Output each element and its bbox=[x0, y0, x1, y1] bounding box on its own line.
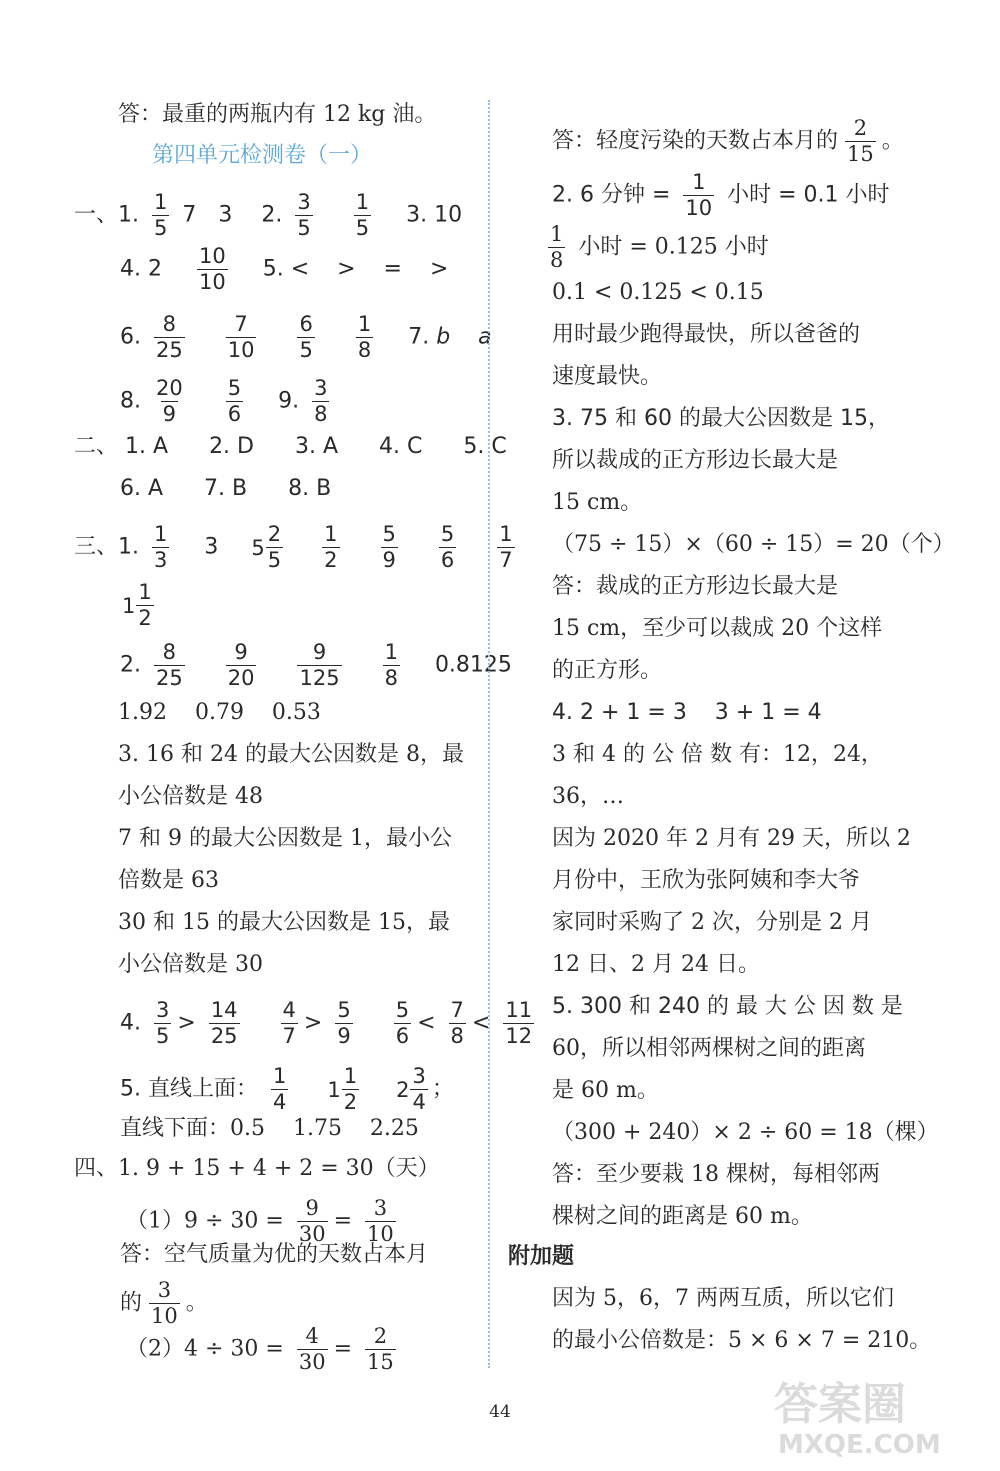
fraction: $\frac{1}{2}$ bbox=[324, 522, 338, 572]
q3-row2b: 1.92 0.79 0.53 bbox=[118, 700, 321, 725]
fraction: $\frac{11}{12}$ bbox=[505, 998, 533, 1048]
fraction: $\frac{1}{3}$ bbox=[154, 522, 168, 572]
q-label: 5. 直线上面： bbox=[120, 1076, 258, 1102]
q1-row4 bbox=[120, 378, 335, 425]
q3-3e: 30 和 15 的最大公因数是 15，最 bbox=[118, 910, 450, 935]
r13: 的正方形。 bbox=[552, 658, 663, 683]
fraction: $\frac{2}{15}$ bbox=[367, 1324, 394, 1374]
q-answer: 3. 10 bbox=[406, 202, 463, 228]
q3-3c: 7 和 9 的最大公因数是 1，最小公 bbox=[118, 826, 452, 851]
fraction: $\frac{5}{9}$ bbox=[337, 998, 351, 1048]
r16: 36，… bbox=[552, 784, 624, 809]
r28: 的最小公倍数是：5 × 6 × 7 = 210。 bbox=[552, 1328, 932, 1353]
r19: 家同时采购了 2 次，分别是 2 月 bbox=[552, 910, 872, 935]
q4-1a: （1）9 ÷ 30 = $\frac{9}{30}$ = $\frac{3}{10}$ bbox=[126, 1196, 394, 1246]
top-answer: 答：最重的两瓶内有 12 kg 油。 bbox=[118, 102, 437, 127]
column-divider bbox=[488, 100, 490, 1368]
svg-text:MXQE.COM: MXQE.COM bbox=[778, 1430, 941, 1460]
fraction: $\frac{1}{5}$ bbox=[154, 190, 168, 240]
q3-row5: 5. 直线上面： $\frac{1}{4}$ 1 $\frac{1}{2}$ 2 $\frac{3}{4}$ ； bbox=[120, 1064, 454, 1114]
q-label: 5. bbox=[262, 256, 284, 282]
mixed-number: 2 $\frac{3}{4}$ bbox=[396, 1064, 426, 1114]
fraction: $\frac{3}{5}$ bbox=[156, 998, 170, 1048]
watermark-logo-icon bbox=[764, 1363, 984, 1463]
r18: 月份中，王欣为张阿姨和李大爷 bbox=[552, 868, 861, 893]
q1-row1 bbox=[74, 192, 462, 239]
fraction: $\frac{1}{8}$ bbox=[384, 640, 398, 690]
fraction: $\frac{9}{20}$ bbox=[227, 640, 255, 690]
fraction: $\frac{8}{25}$ bbox=[156, 640, 183, 690]
r23: 是 60 m。 bbox=[552, 1078, 659, 1103]
fraction: $\frac{7}{8}$ bbox=[450, 998, 464, 1048]
q-label: 9. bbox=[278, 388, 300, 414]
value: 0.8125 bbox=[434, 652, 512, 678]
q-answer: 3. A bbox=[295, 434, 339, 459]
r6: 速度最快。 bbox=[552, 364, 663, 389]
q-answer: 4. 2 bbox=[120, 256, 162, 282]
q-answer: 4. C bbox=[379, 434, 423, 459]
fraction: $\frac{4}{7}$ bbox=[282, 998, 296, 1048]
q-label: 1. bbox=[118, 534, 140, 560]
fraction: $\frac{5}{6}$ bbox=[440, 522, 455, 572]
q-answer: 8. B bbox=[288, 476, 332, 501]
value: 3 bbox=[204, 534, 219, 560]
q4-ans1a: 答：空气质量为优的天数占本月 bbox=[120, 1242, 429, 1267]
q-label: 4. bbox=[120, 1010, 141, 1036]
r20: 12 日、2 月 24 日。 bbox=[552, 952, 760, 977]
fraction: $\frac{8}{25}$ bbox=[156, 312, 183, 362]
r3: $\frac{1}{8}$ 小时 = 0.125 小时 bbox=[550, 222, 769, 272]
q-answer: 7. B bbox=[204, 476, 248, 501]
r14: 4. 2 + 1 = 3 3 + 1 = 4 bbox=[552, 700, 822, 725]
r11: 答：裁成的正方形边长最大是 bbox=[552, 574, 839, 599]
r7: 3. 75 和 60 的最大公因数是 15， bbox=[552, 406, 890, 431]
q3-row1 bbox=[74, 524, 521, 571]
q-answer: 6. A bbox=[120, 476, 164, 501]
q2-row1 bbox=[74, 432, 507, 462]
r21: 5. 300 和 240 的 最 大 公 因 数 是 bbox=[552, 994, 903, 1019]
q3-3f: 小公倍数是 30 bbox=[118, 952, 263, 977]
fraction: $\frac{4}{30}$ bbox=[298, 1324, 326, 1374]
fraction: $\frac{3}{10}$ bbox=[367, 1196, 394, 1246]
r24: （300 + 240）× 2 ÷ 60 = 18（棵） bbox=[552, 1120, 939, 1145]
fraction: $\frac{1}{10}$ bbox=[685, 170, 713, 220]
value: 3 bbox=[218, 202, 233, 228]
fraction: $\frac{3}{8}$ bbox=[314, 376, 328, 426]
r10: （75 ÷ 15）×（60 ÷ 15）= 20（个） bbox=[552, 532, 955, 557]
q3-3b: 小公倍数是 48 bbox=[118, 784, 263, 809]
equation: （1）9 ÷ 30 = bbox=[126, 1208, 284, 1234]
q1-row3 bbox=[120, 314, 492, 361]
r17: 因为 2020 年 2 月有 29 天，所以 2 bbox=[552, 826, 911, 851]
q-answer: 1. A bbox=[125, 434, 169, 459]
svg-text:答案圈: 答案圈 bbox=[774, 1379, 906, 1430]
q-label: 8. bbox=[120, 388, 141, 414]
fraction: $\frac{9}{30}$ bbox=[298, 1196, 326, 1246]
q-label: 2. bbox=[120, 652, 141, 678]
fraction: $\frac{1}{4}$ bbox=[272, 1064, 287, 1114]
q4-1b: （2）4 ÷ 30 = $\frac{4}{30}$ = $\frac{2}{15}$ bbox=[126, 1324, 394, 1374]
q-answer: 1. 9 + 15 + 4 + 2 = 30（天） bbox=[118, 1156, 440, 1181]
q-answer: 2. D bbox=[209, 434, 254, 459]
page-number: 44 bbox=[489, 1402, 511, 1422]
q-label: 6. bbox=[120, 324, 141, 350]
q3-3a: 3. 16 和 24 的最大公因数是 8，最 bbox=[118, 742, 464, 767]
fraction: $\frac{3}{10}$ bbox=[151, 1278, 178, 1328]
extra-title: 附加题 bbox=[508, 1244, 575, 1269]
fraction: $\frac{1}{8}$ bbox=[357, 312, 372, 362]
q3-row1b bbox=[118, 582, 158, 629]
fraction: $\frac{14}{25}$ bbox=[210, 998, 238, 1048]
value: 7 bbox=[182, 202, 197, 228]
section-label-4: 四、 bbox=[74, 1156, 119, 1181]
section-title: 第四单元检测卷（一） bbox=[152, 143, 373, 168]
mixed-number: 5 $\frac{2}{5}$ bbox=[251, 522, 282, 572]
r15: 3 和 4 的 公 倍 数 有：12，24， bbox=[552, 742, 883, 767]
q1-row2 bbox=[120, 246, 448, 293]
fraction: $\frac{1}{5}$ bbox=[355, 190, 370, 240]
r25: 答：至少要栽 18 棵树，每相邻两 bbox=[552, 1162, 880, 1187]
section-label-1: 一、 bbox=[74, 202, 119, 228]
r8: 所以裁成的正方形边长最大是 bbox=[552, 448, 839, 473]
equation: （2）4 ÷ 30 = bbox=[126, 1336, 284, 1362]
fraction: $\frac{9}{125}$ bbox=[299, 640, 340, 690]
r2: 2. 6 分钟 = $\frac{1}{10}$ 小时 = 0.1 小时 bbox=[552, 170, 890, 220]
fraction: $\frac{2}{15}$ bbox=[847, 116, 874, 166]
fraction: $\frac{7}{10}$ bbox=[227, 312, 255, 362]
r27: 因为 5，6，7 两两互质，所以它们 bbox=[552, 1286, 894, 1311]
r5: 用时最少跑得最快，所以爸爸的 bbox=[552, 322, 861, 347]
q-label: 2. bbox=[261, 202, 283, 228]
fraction: $\frac{20}{9}$ bbox=[156, 376, 183, 426]
q4-ans1b: 的 $\frac{3}{10}$ 。 bbox=[120, 1278, 208, 1328]
q-label: 1. bbox=[118, 202, 140, 228]
r1: 答：轻度污染的天数占本月的 $\frac{2}{15}$ 。 bbox=[552, 116, 904, 166]
r12: 15 cm，至少可以裁成 20 个这样 bbox=[552, 616, 883, 641]
q3-row2 bbox=[120, 642, 512, 689]
fraction: $\frac{5}{6}$ bbox=[395, 998, 410, 1048]
r26: 棵树之间的距离是 60 m。 bbox=[552, 1204, 813, 1229]
q-label: 7. bbox=[408, 324, 430, 350]
q-answer: b a bbox=[436, 324, 492, 350]
section-label-3: 三、 bbox=[74, 534, 119, 560]
fraction: $\frac{3}{5}$ bbox=[297, 190, 311, 240]
q-answer: < > = > bbox=[290, 256, 449, 282]
q3-3d: 倍数是 63 bbox=[118, 868, 219, 893]
q3-5b: 直线下面：0.5 1.75 2.25 bbox=[120, 1116, 419, 1141]
mixed-number: 1 $\frac{1}{2}$ bbox=[327, 1064, 358, 1114]
r4: 0.1 < 0.125 < 0.15 bbox=[552, 280, 764, 305]
fraction: $\frac{5}{9}$ bbox=[382, 522, 396, 572]
q-answer: 5. C bbox=[463, 434, 507, 459]
q2-row2 bbox=[120, 474, 331, 504]
fraction: $\frac{10}{10}$ bbox=[198, 244, 226, 294]
r9: 15 cm。 bbox=[552, 490, 643, 515]
fraction: $\frac{1}{8}$ bbox=[550, 222, 564, 272]
fraction: $\frac{6}{5}$ bbox=[299, 312, 313, 362]
q3-row4: 4. $\frac{3}{5}$ > $\frac{14}{25}$ $\frac{4}{7}$ > $\frac{5}{9}$ $\frac{5}{6}$ < $\frac{7}{8}$ < $\frac{11}{12}$ bbox=[120, 998, 533, 1048]
fraction: $\frac{5}{6}$ bbox=[227, 376, 242, 426]
section-label-2: 二、 bbox=[74, 434, 119, 459]
mixed-number: 1 $\frac{1}{2}$ bbox=[122, 580, 152, 630]
r22: 60，所以相邻两棵树之间的距离 bbox=[552, 1036, 866, 1061]
fraction: $\frac{1}{7}$ bbox=[499, 522, 513, 572]
q4-row1 bbox=[74, 1154, 440, 1184]
